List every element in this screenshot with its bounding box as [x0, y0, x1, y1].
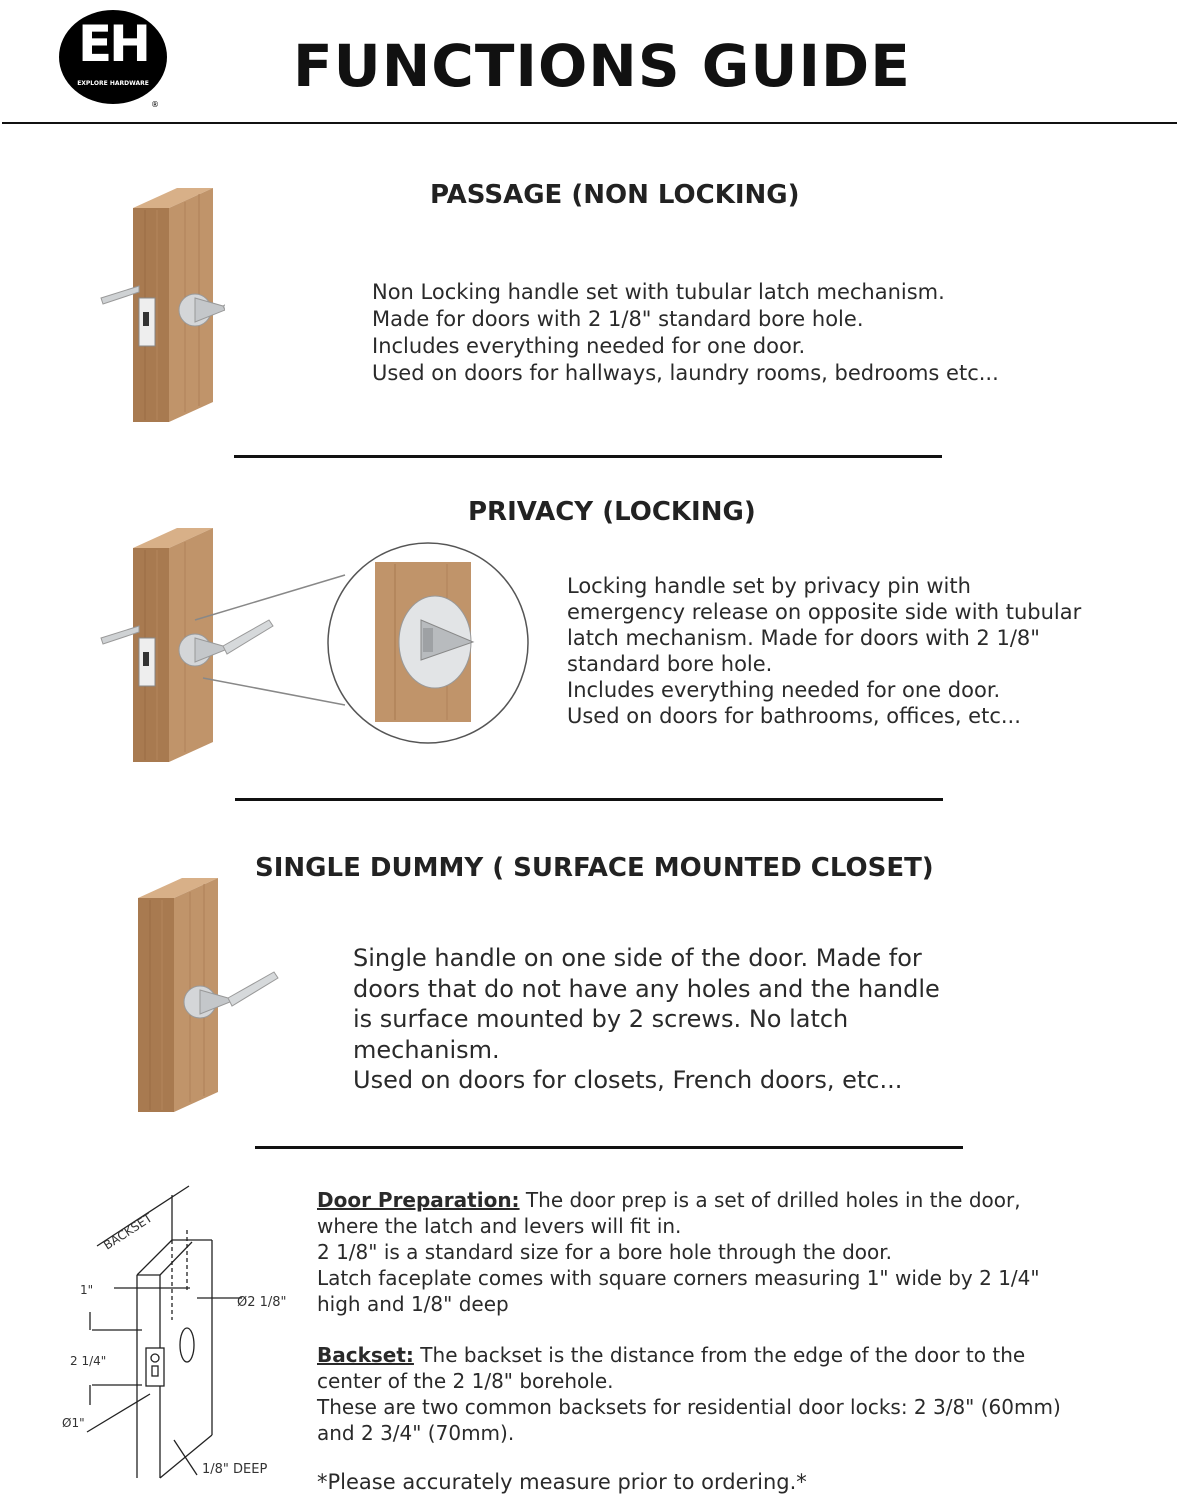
diagram-deep-label: 1/8" DEEP [202, 1462, 268, 1477]
backset-label: Backset: [317, 1343, 414, 1367]
privacy-line: latch mechanism. Made for doors with 2 1/8" [567, 626, 1040, 650]
header-divider [2, 122, 1177, 124]
backset-first-line-rest: The backset is the distance from the edge of the door to the [413, 1343, 1026, 1367]
dummy-title: SINGLE DUMMY ( SURFACE MOUNTED CLOSET) [255, 853, 934, 883]
registered-mark: ® [151, 100, 159, 109]
logo-letters: EH [77, 15, 148, 73]
dummy-description [353, 943, 940, 1096]
backset-line: and 2 3/4" (70mm). [317, 1421, 515, 1445]
door-prep-text [317, 1187, 1040, 1317]
privacy-title: PRIVACY (LOCKING) [468, 497, 756, 527]
door-prep-first-line [317, 1187, 1040, 1213]
dummy-line: is surface mounted by 2 screws. No latch [353, 1005, 849, 1033]
backset-text [317, 1342, 1061, 1446]
diagram-bore-label: Ø2 1/8" [237, 1295, 287, 1310]
passage-line: Used on doors for hallways, laundry rooms, bedrooms etc... [372, 361, 999, 385]
door-prep-first-line-rest: The door prep is a set of drilled holes in the door, [519, 1188, 1021, 1212]
section-divider [234, 455, 942, 458]
privacy-line: Used on doors for bathrooms, offices, etc... [567, 704, 1021, 728]
passage-line: Non Locking handle set with tubular latch mechanism. [372, 280, 945, 304]
door-prep-diagram [52, 1180, 302, 1480]
logo-subtext: EXPLORE HARDWARE [77, 80, 149, 87]
backset-first-line [317, 1342, 1061, 1368]
dummy-line: Used on doors for closets, French doors, etc... [353, 1066, 903, 1094]
backset-line: These are two common backsets for residential door locks: 2 3/8" (60mm) [317, 1395, 1061, 1419]
door-prep-line: 2 1/8" is a standard size for a bore hole through the door. [317, 1240, 892, 1264]
dummy-door-illustration [100, 870, 290, 1125]
privacy-line: emergency release on opposite side with tubular [567, 600, 1082, 624]
diagram-one-inch-label: 1" [80, 1283, 94, 1297]
passage-description [372, 279, 999, 387]
dummy-line: mechanism. [353, 1035, 500, 1064]
passage-line: Made for doors with 2 1/8" standard bore hole. [372, 307, 864, 331]
privacy-line: Locking handle set by privacy pin with [567, 574, 971, 598]
measure-note: *Please accurately measure prior to ordering.* [317, 1470, 807, 1494]
door-prep-line: high and 1/8" deep [317, 1292, 509, 1316]
dummy-line: Single handle on one side of the door. Made for [353, 944, 922, 972]
page-title: FUNCTIONS GUIDE [293, 32, 911, 100]
diagram-backset-label: BACKSET [101, 1210, 155, 1253]
privacy-line: Includes everything needed for one door. [567, 678, 1001, 702]
privacy-line: standard bore hole. [567, 652, 773, 676]
privacy-description [567, 573, 1081, 729]
dummy-line: doors that do not have any holes and the handle [353, 974, 940, 1003]
section-divider [235, 798, 943, 801]
privacy-door-illustration [95, 520, 535, 770]
passage-title: PASSAGE (NON LOCKING) [430, 180, 800, 210]
diagram-two-quarter-label: 2 1/4" [70, 1354, 107, 1368]
passage-door-illustration [95, 180, 225, 425]
brand-logo [59, 8, 169, 108]
door-prep-line: where the latch and levers will fit in. [317, 1214, 682, 1238]
backset-line: center of the 2 1/8" borehole. [317, 1369, 614, 1393]
passage-line: Includes everything needed for one door. [372, 334, 806, 358]
section-divider [255, 1146, 963, 1149]
door-prep-line: Latch faceplate comes with square corners measuring 1" wide by 2 1/4" [317, 1266, 1040, 1290]
diagram-diameter-label: Ø1" [62, 1416, 85, 1430]
door-prep-label: Door Preparation: [317, 1188, 520, 1212]
